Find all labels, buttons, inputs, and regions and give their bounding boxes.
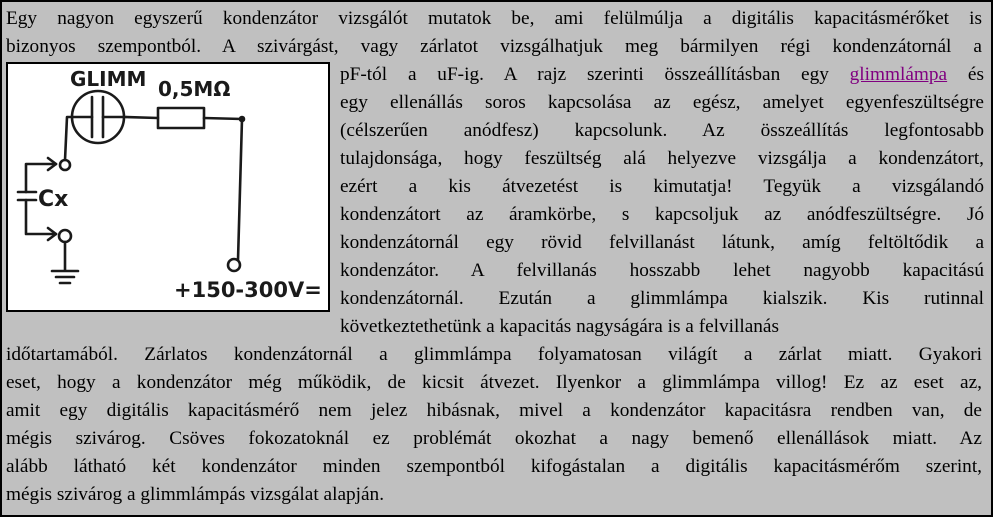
supply-label: +150-300V=: [174, 278, 322, 302]
text-line: kondenzátornál. Ezután a glimmlámpa kialszik. Kis rutinnal: [340, 288, 984, 309]
text-line: időtartamából. Zárlatos kondenzátornál a glimmlámpa folyamatosan világít a zárlat miatt. Gyakori: [6, 344, 982, 365]
text-line: alább látható két kondenzátor minden szempontból kifogástalan a digitális kapacitásmérőm szerint,: [6, 456, 982, 477]
text-line: kondenzátort az áramkörbe, s kapcsoljuk az anódfeszültségre. Jó: [340, 204, 984, 225]
terminal-bottom: [59, 230, 71, 242]
wire: [238, 119, 242, 260]
text-line: pF-tól a uF-ig. A rajz szerinti összeállításban egy glimmlámpa és: [340, 64, 984, 85]
glimmlampa-link[interactable]: glimmlámpa: [849, 64, 948, 85]
text-line: Egy nagyon egyszerű kondenzátor vizsgálót mutatok be, ami felülmúlja a digitális kapacitásmérőket is: [6, 8, 982, 29]
glimm-lamp-symbol: [72, 91, 126, 143]
text-line: mégis szivárog a glimmlámpás vizsgálat alapján.: [6, 484, 385, 505]
text-line: kondenzátornál egy rövid felvillanást látunk, amíg feltöltődik a: [340, 232, 984, 253]
lamp-label: GLIMM: [70, 67, 147, 91]
terminal-top: [60, 160, 70, 170]
text-line: bizonyos szempontból. A szivárgást, vagy zárlatot vizsgálhatjuk meg bármilyen régi kondenzátornál a: [6, 36, 982, 57]
resistor-label: 0,5MΩ: [158, 77, 231, 101]
circuit-diagram-image: [6, 62, 330, 312]
text-line: tulajdonsága, hogy feszültség alá helyezve vizsgálja a kondenzátort,: [340, 148, 984, 169]
text-line: mégis szivárog. Csöves fokozatoknál ez problémát okozhat a nagy bemenő ellenállások miatt. Az: [6, 428, 982, 449]
terminal-supply: [228, 259, 240, 271]
text-line: ezért a kis átvezetést is kimutatja! Tegyük a vizsgálandó: [340, 176, 984, 197]
text-line: következtethetünk a kapacitás nagyságára is a felvillanás: [340, 316, 779, 337]
text-line: kondenzátor. A felvillanás hosszabb lehet nagyobb kapacitású: [340, 260, 984, 281]
wire: [65, 117, 72, 160]
text-line: egy ellenállás soros kapcsolása az egész, amelyet egyenfeszültségre: [340, 92, 984, 113]
text-line: eset, hogy a kondenzátor még működik, de kicsit átvezet. Ilyenkor a glimmlámpa villog! Ez az eset az,: [6, 372, 982, 393]
text-line: amit egy digitális kapacitásmérő nem jelez hibásnak, mivel a kondenzátor kapacitásra rendben van, de: [6, 400, 982, 421]
capacitor-label: Cx: [38, 187, 69, 212]
resistor-symbol: [126, 108, 244, 128]
text-line: (célszerűen anódfesz) kapcsolunk. Az összeállítás legfontosabb: [340, 120, 984, 141]
ground-symbol: [52, 271, 78, 283]
